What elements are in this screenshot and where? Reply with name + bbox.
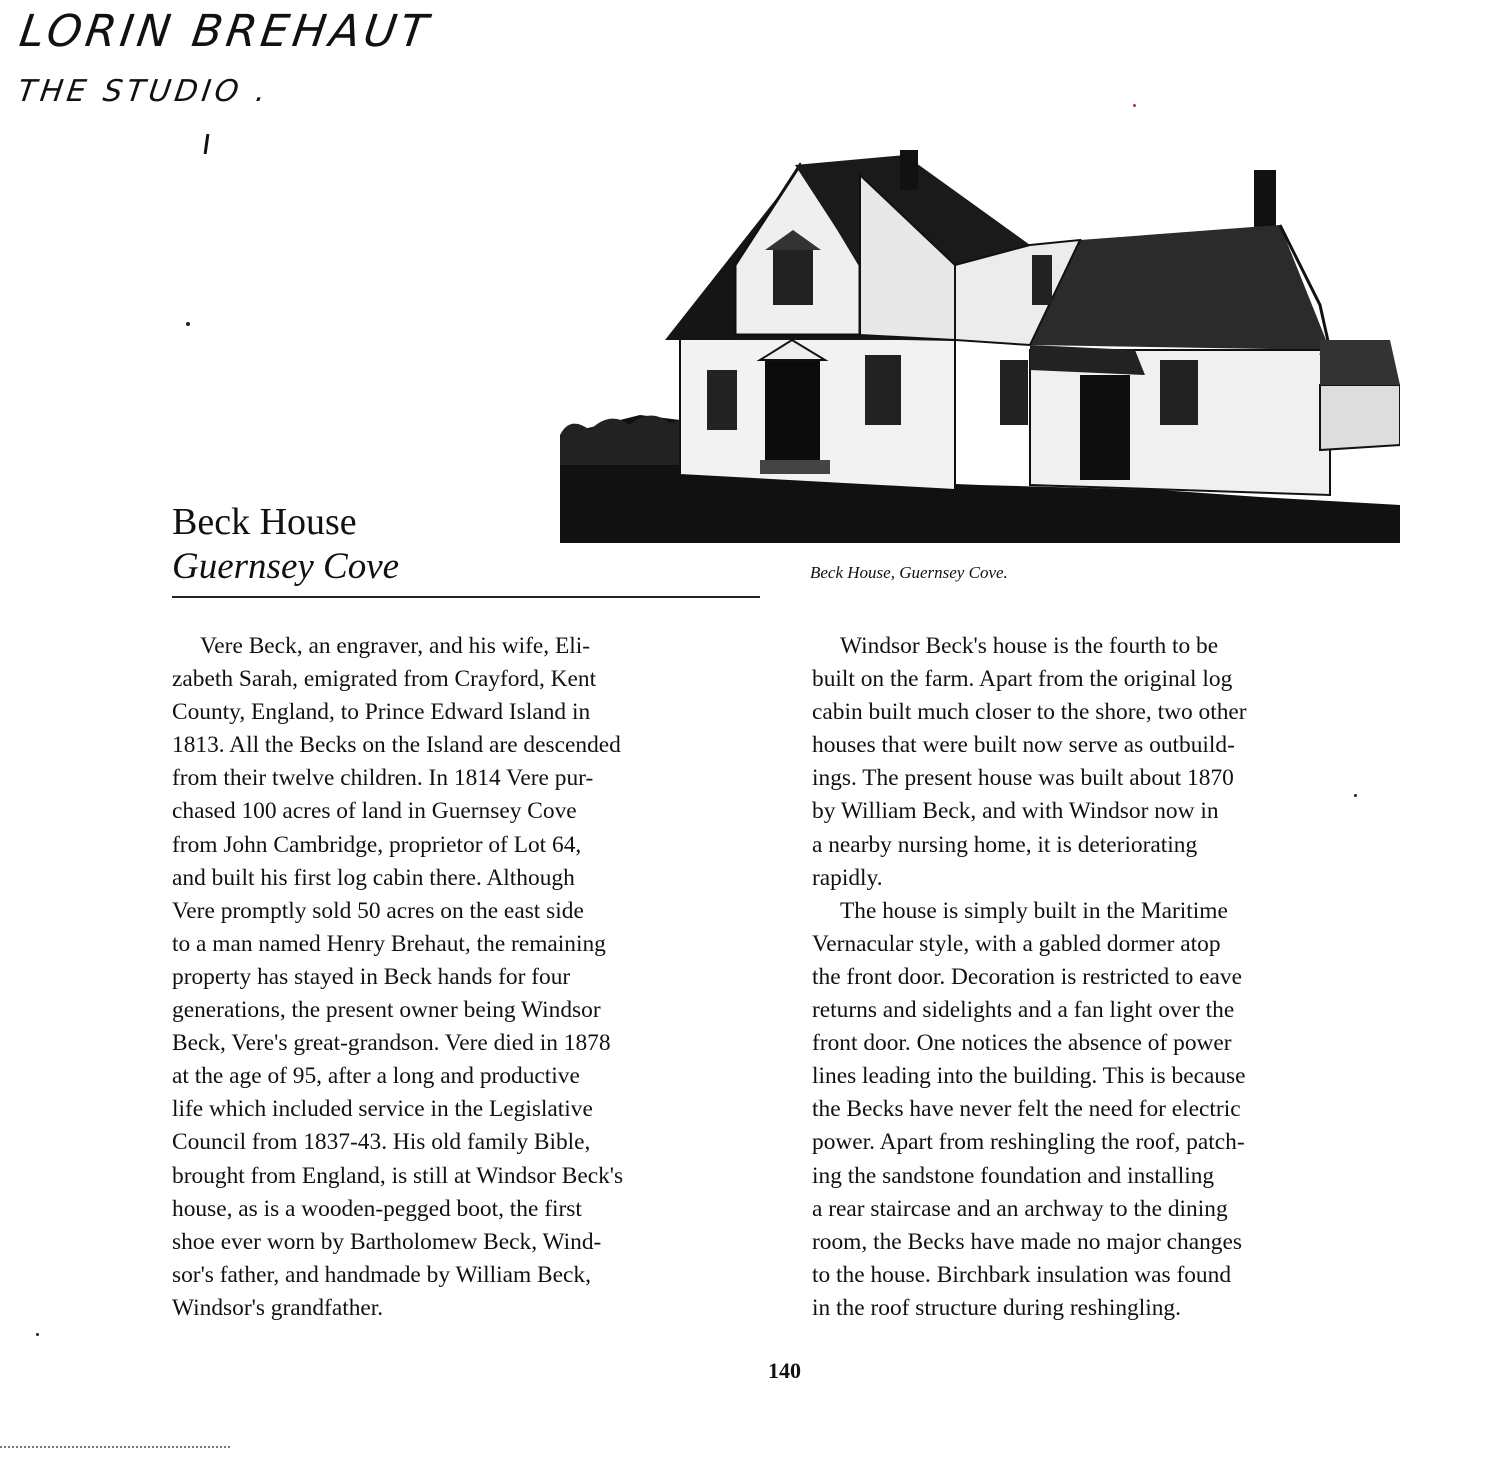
text-line: Vere Beck, an engraver, and his wife, Eli- <box>200 633 591 659</box>
text-line: front door. One notices the absence of power <box>812 1030 1232 1057</box>
text-line: Vernacular style, with a gabled dormer atop <box>812 930 1221 957</box>
text-line: zabeth Sarah, emigrated from Crayford, Kent <box>172 666 597 693</box>
text-line: shoe ever worn by Bartholomew Beck, Wind- <box>172 1228 602 1255</box>
text-line: and built his first log cabin there. Although <box>172 864 575 891</box>
text-line: built on the farm. Apart from the original log <box>812 666 1233 693</box>
page-number: 140 <box>768 1358 801 1383</box>
text-line: ings. The present house was built about 1870 <box>812 765 1234 792</box>
text-line: to a man named Henry Brehaut, the remaining <box>172 930 606 957</box>
text-line: from their twelve children. In 1814 Vere pur- <box>172 765 594 792</box>
text-line: power. Apart from reshingling the roof, patch- <box>812 1129 1245 1156</box>
text-line: Council from 1837-43. His old family Bible, <box>172 1129 591 1156</box>
speck <box>36 1333 39 1336</box>
text-line: life which included service in the Legislative <box>172 1096 593 1123</box>
text-line: County, England, to Prince Edward Island in <box>172 699 591 726</box>
text-line: brought from England, is still at Windsor Beck's <box>172 1162 624 1189</box>
left-column <box>172 630 772 1325</box>
right-column <box>812 630 1402 1325</box>
scan-edge-specks <box>0 1446 230 1450</box>
text-line: lines leading into the building. This is because <box>812 1063 1246 1090</box>
text-line: in the roof structure during reshingling. <box>812 1294 1181 1321</box>
text-line: a rear staircase and an archway to the dining <box>812 1195 1228 1222</box>
text-line: returns and sidelights and a fan light over the <box>812 997 1235 1024</box>
text-line: sor's father, and handmade by William Beck, <box>172 1261 591 1288</box>
text-line: the Becks have never felt the need for electric <box>812 1096 1241 1123</box>
text-line: generations, the present owner being Windsor <box>172 997 601 1024</box>
text-line: Windsor Beck's house is the fourth to be <box>840 633 1219 659</box>
article-subtitle: Guernsey Cove <box>172 546 400 587</box>
text-line: property has stayed in Beck hands for four <box>172 963 571 990</box>
speck <box>186 322 190 326</box>
text-line: by William Beck, and with Windsor now in <box>812 798 1219 825</box>
text-line: cabin built much closer to the shore, two other <box>812 699 1247 726</box>
text-line: room, the Becks have made no major changes <box>812 1228 1242 1255</box>
handwritten-note: THE STUDIO . <box>15 74 272 109</box>
photo-caption: Beck House, Guernsey Cove. <box>810 563 1008 582</box>
speck <box>1133 104 1136 107</box>
title-rule <box>172 596 760 598</box>
text-line: the front door. Decoration is restricted to eave <box>812 963 1242 990</box>
text-line: Beck, Vere's great-grandson. Vere died in 1878 <box>172 1030 611 1057</box>
text-line: The house is simply built in the Maritime <box>840 897 1228 924</box>
handwritten-mark <box>204 134 210 154</box>
article-title: Beck House <box>172 501 357 543</box>
text-line: ing the sandstone foundation and installing <box>812 1162 1215 1189</box>
text-line: rapidly. <box>812 864 883 891</box>
handwritten-name: LORIN BREHAUT <box>16 6 435 57</box>
text-line: at the age of 95, after a long and productive <box>172 1063 580 1090</box>
text-line: 1813. All the Becks on the Island are descended <box>172 732 621 759</box>
text-line: houses that were built now serve as outbuild- <box>812 732 1235 759</box>
text-line: a nearby nursing home, it is deteriorating <box>812 831 1198 858</box>
text-line: house, as is a wooden-pegged boot, the first <box>172 1195 582 1222</box>
text-line: Vere promptly sold 50 acres on the east side <box>172 897 584 924</box>
text-line: chased 100 acres of land in Guernsey Cove <box>172 798 577 825</box>
text-line: to the house. Birchbark insulation was found <box>812 1261 1232 1288</box>
text-line: Windsor's grandfather. <box>172 1294 384 1321</box>
text-line: from John Cambridge, proprietor of Lot 64, <box>172 831 582 858</box>
house-illustration <box>560 145 1400 545</box>
